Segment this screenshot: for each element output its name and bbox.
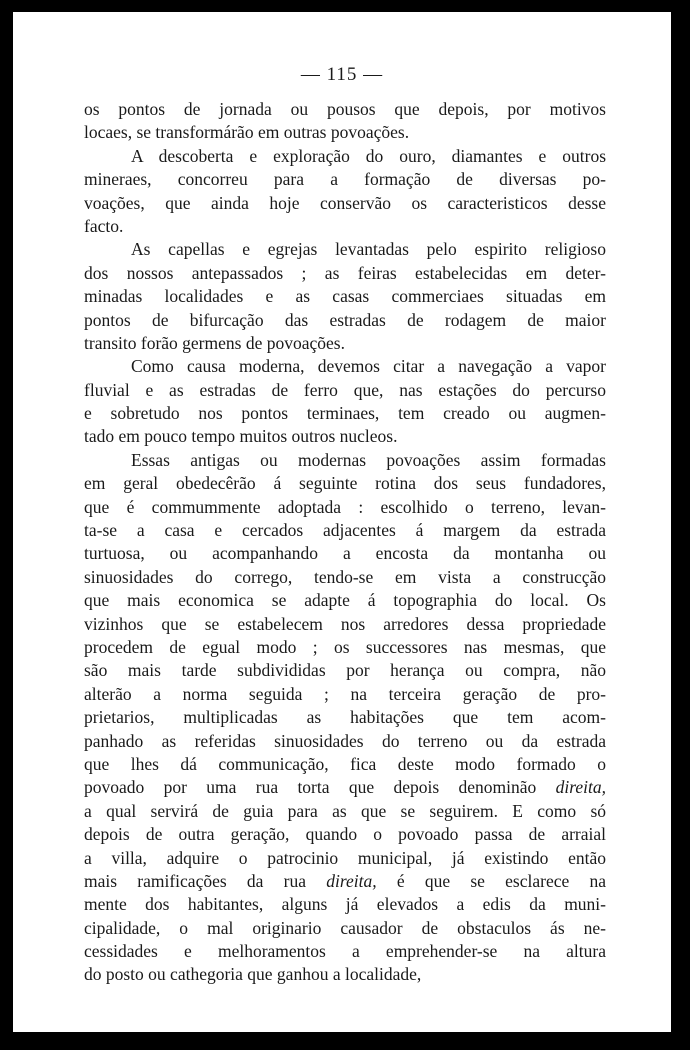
body-text	[84, 98, 606, 987]
text-line: facto.	[84, 215, 124, 236]
text-line: depois de outra geração, quando o povoado passa de arraial	[84, 824, 606, 845]
text-line: dos nossos antepassados ; as feiras estabelecidas em deter-	[84, 262, 606, 283]
book-page	[13, 12, 671, 1032]
text-line: As capellas e egrejas levantadas pelo espirito religioso	[131, 239, 606, 260]
text-line: ta-se a casa e cercados adjacentes á margem da estrada	[84, 520, 606, 541]
text-line: mente dos habitantes, alguns já elevados a edis da muni-	[84, 894, 606, 915]
text-line: panhado as referidas sinuosidades do terreno ou da estrada	[84, 730, 606, 751]
text-line: Como causa moderna, devemos citar a navegação a vapor	[131, 356, 606, 377]
emphasis-word: direita,	[555, 777, 606, 798]
text-line: cessidades e melhoramentos a emprehender-se na altura	[84, 941, 606, 962]
text-line: a qual servirá de guia para as que se seguirem. E como só	[84, 800, 606, 821]
text-line: do posto ou cathegoria que ganhou a localidade,	[84, 964, 422, 985]
text-line: locaes, se transformárão em outras povoações.	[84, 122, 410, 143]
text-line: a villa, adquire o patrocinio municipal, já existindo então	[84, 847, 606, 868]
text-line: procedem de egual modo ; os successores nas mesmas, que	[84, 636, 606, 657]
text-line: mineraes, concorreu para a formação de diversas po-	[84, 169, 606, 190]
text-line: voações, que ainda hoje conservão os caracteristicos desse	[84, 192, 606, 213]
text-line: povoado por uma rua torta que depois denominão direita,	[84, 777, 606, 798]
text-line: prietarios, multiplicadas as habitações que tem acom-	[84, 707, 606, 728]
text-line: alterão a norma seguida ; na terceira geração de pro-	[84, 683, 606, 704]
text-line: transito forão germens de povoações.	[84, 332, 345, 353]
text-line: são mais tarde subdivididas por herança ou compra, não	[84, 660, 606, 681]
text-line: turtuosa, ou acompanhando a encosta da montanha ou	[84, 543, 606, 564]
text-line: tado em pouco tempo muitos outros nucleos.	[84, 426, 398, 447]
text-line: pontos de bifurcação das estradas de rodagem de maior	[84, 309, 606, 330]
text-line: que é commummente adoptada : escolhido o terreno, levan-	[84, 496, 606, 517]
text-line: sinuosidades do corrego, tendo-se em vista a construcção	[84, 566, 606, 587]
text-line: em geral obedecêrão á seguinte rotina dos seus fundadores,	[84, 473, 606, 494]
text-line: e sobretudo nos pontos terminaes, tem creado ou augmen-	[84, 403, 606, 424]
text-line: vizinhos que se estabelecem nos arredores dessa propriedade	[84, 613, 606, 634]
text-line: que mais economica se adapte á topographia do local. Os	[84, 590, 606, 611]
text-line: Essas antigas ou modernas povoações assim formadas	[131, 449, 606, 470]
text-line: minadas localidades e as casas commerciaes situadas em	[84, 286, 606, 307]
page-number: — 115 —	[300, 64, 384, 85]
text-line: mais ramificações da rua direita, é que se esclarece na	[84, 870, 607, 891]
text-line: que lhes dá communicação, fica deste modo formado o	[84, 753, 606, 774]
text-line: cipalidade, o mal originario causador de obstaculos ás ne-	[84, 917, 606, 938]
text-line: A descoberta e exploração do ouro, diamantes e outros	[131, 145, 606, 166]
emphasis-word: direita,	[326, 870, 377, 891]
text-line: fluvial e as estradas de ferro que, nas estações do percurso	[84, 379, 606, 400]
text-line: os pontos de jornada ou pousos que depois, por motivos	[84, 99, 606, 119]
